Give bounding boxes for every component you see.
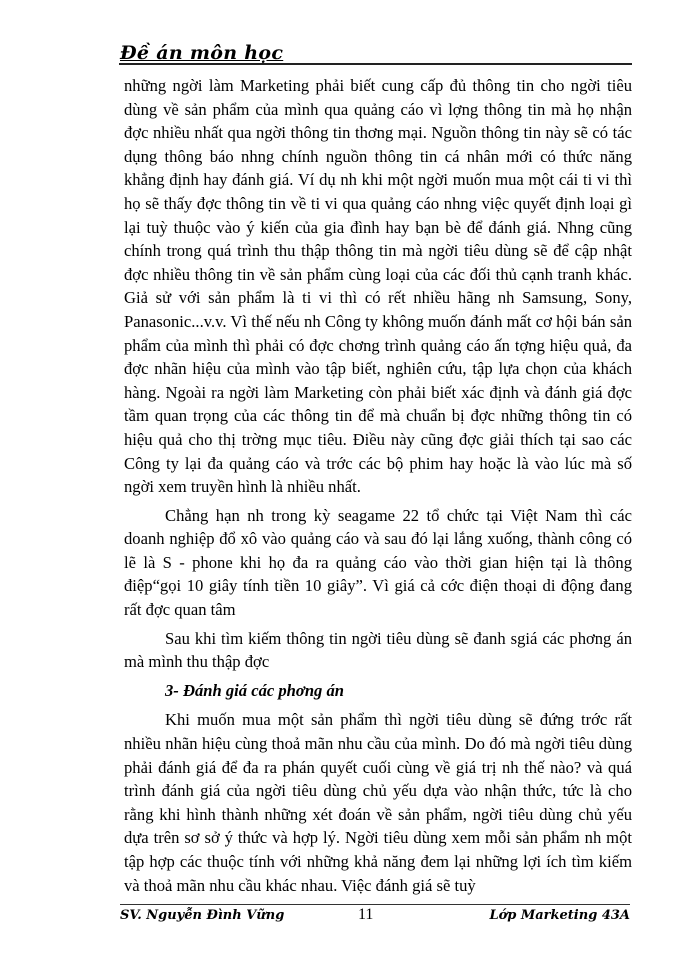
footer-class: Lớp Marketing 43A: [489, 908, 630, 923]
page-footer: [120, 904, 630, 929]
document-body: [124, 74, 632, 902]
page-number: 11: [358, 906, 374, 923]
header-title: Đề án môn học: [120, 42, 284, 64]
paragraph-seagame-example: Chẳng hạn nh trong kỳ seagame 22 tổ chức tại Việt Nam thì các doanh nghiệp đổ xô vào quảng cáo và sau đó lại lắng xuống, thành công có lẽ là S - phone khi họ đa ra quảng cáo vào thời gian hiện tại là thông điệp“gọi 10 giây tính tiền 10 giây”. Vì giá cả cớc điện thoại di động đang rất đợc quan tâm: [124, 505, 632, 620]
paragraph-after-search: Sau khi tìm kiếm thông tin ngời tiêu dùng sẽ đanh sgiá các phơng án mà mình thu thập đợc: [124, 628, 632, 672]
paragraph-continuation: những ngời làm Marketing phải biết cung cấp đủ thông tin cho ngời tiêu dùng về sản phẩm của mình qua quảng cáo vì lợng thông tin mà họ nhận đợc nhiều nhất qua ngời thông tin thơng mại. Nguồn thông tin này sẽ có tác dụng thông báo nhng chính nguồn thông tin cá nhân mới có thức năng khẳng định hay đánh giá. Ví dụ nh khi một ngời muốn mua một cái ti vi thì họ sẽ thấy đợc thông tin về ti vi qua quảng cáo nhng việc quyết định loại gì lại tuỳ thuộc vào ý kiến của gia đình hay bạn bè để đánh giá. Nhng cũng chính trong quá trình thu thập thông tin mà ngời tiêu dùng sẽ để cập nhật đợc nhiều thông tin về sản phẩm cùng loại của các đối thủ cạnh tranh khác. Giả sử với sản phẩm là ti vi thì có rết nhiều hãng nh Samsung, Sony, Panasonic...v.v. Vì thế nếu nh Công ty không muốn đánh mất cơ hội bán sản phẩm của mình thì phải có đợc chơng trình quảng cáo ấn tợng hiệu quả, đa đợc nhãn hiệu của mình vào tập biết, nghiên cứu, tập lựa chọn của khách hàng. Ngoài ra ngời làm Marketing còn phải biết xác định và đánh giá đợc tầm quan trọng của các thông tin để mà chuẩn bị đợc những thông tin có hiệu quả cho thị trờng mục tiêu. Điều này cũng đợc giải thích tại sao các Công ty lại đa quảng cáo và trớc các bộ phim hay hoặc là vào lúc mà số ngời xem truyền hình là nhiều nhất.: [124, 76, 632, 497]
paragraph-evaluation: Khi muốn mua một sản phẩm thì ngời tiêu dùng sẽ đứng trớc rất nhiều nhãn hiệu cùng thoả mãn nhu cầu của mình. Do đó mà ngời tiêu dùng phải đánh giá để đa ra phán quyết cuối cùng về giá trị nh thế nào? và quá trình đánh giá của ngời tiêu dùng chủ yếu dựa vào nhận thức, tức là cho rằng khi hình thành những xét đoán về sản phẩm, ngời tiêu dùng chủ yếu dựa trên sơ sở ý thức và hợp lý. Ngời tiêu dùng xem mỗi sản phẩm nh một tập hợp các thuộc tính với những khả năng đem lại những lợi ích tìm kiếm và thoả mãn nhu cầu khác nhau. Việc đánh giá sẽ tuỳ: [124, 710, 632, 895]
footer-author: SV. Nguyễn Đình Vững: [120, 908, 285, 923]
page-header: [119, 38, 632, 65]
section-heading: 3- Đánh giá các phơng án: [165, 680, 345, 700]
